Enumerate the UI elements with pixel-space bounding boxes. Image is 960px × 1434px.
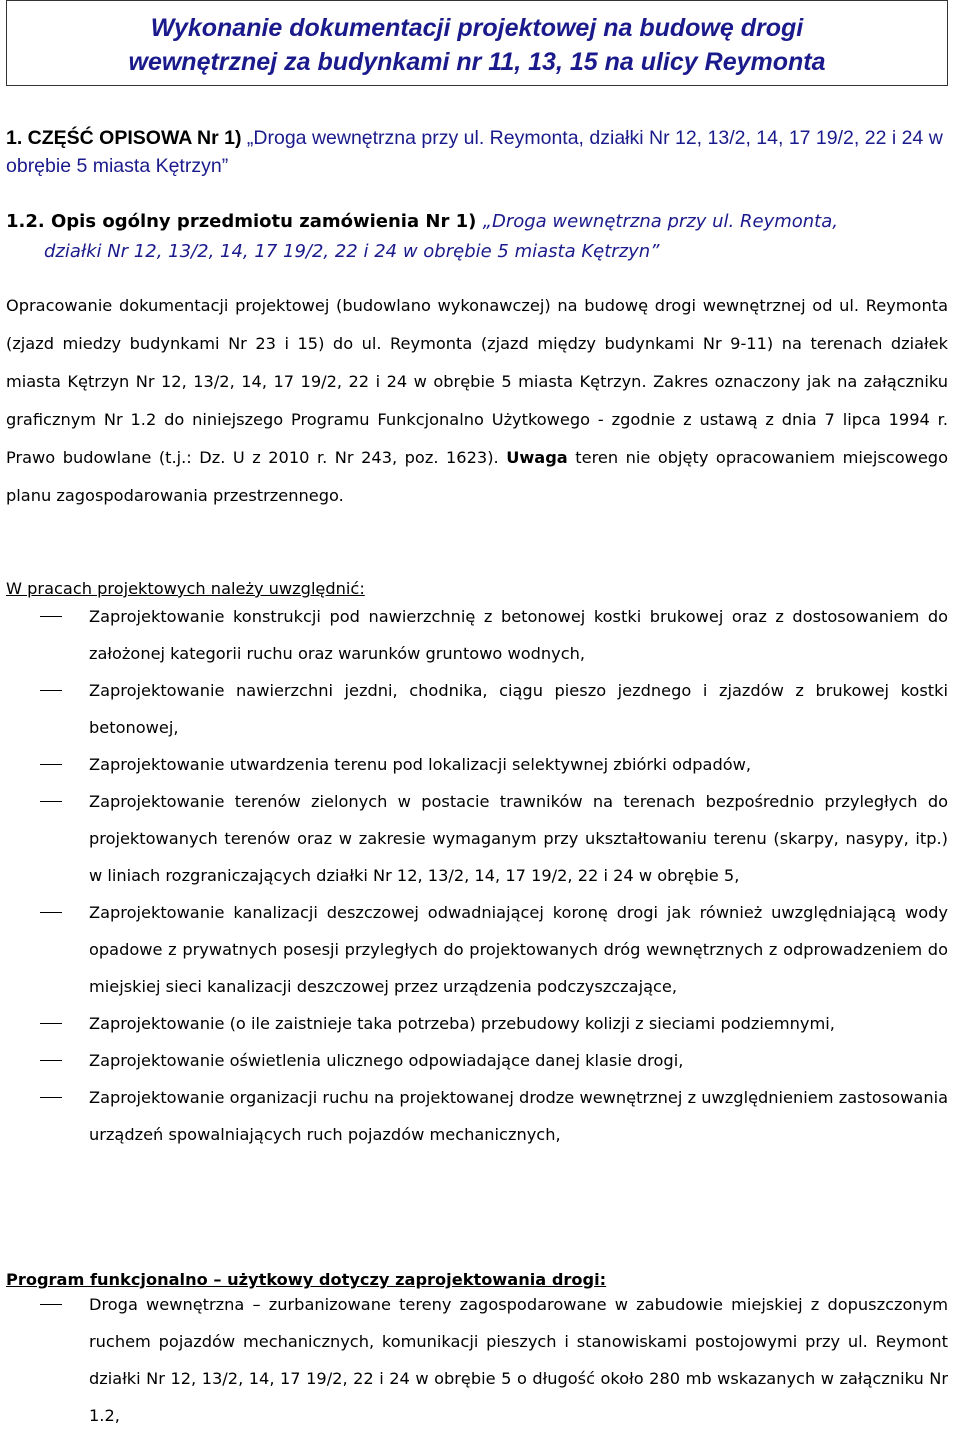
uwaga-label: Uwaga bbox=[506, 448, 568, 467]
section-1-2-number: 1.2. Opis ogólny przedmiotu zamówienia Nr 1) bbox=[6, 211, 477, 232]
title-box bbox=[6, 0, 948, 86]
section-1-number: 1. CZĘŚĆ OPISOWA Nr 1) bbox=[6, 127, 242, 149]
requirements-heading bbox=[6, 578, 950, 600]
dash-bullet-icon bbox=[40, 912, 62, 913]
requirements-list bbox=[6, 598, 948, 1153]
list-item bbox=[6, 672, 948, 746]
section-1-2-title-part1: „Droga wewnętrzna przy ul. Reymonta, bbox=[482, 211, 838, 232]
list-item-text: Zaprojektowanie kanalizacji deszczowej odwadniającej koronę drogi jak również uwzględniającą wody opadowe z prywatnych posesji przyległych do projektowanych dróg wewnętrznych z odprowadzeniem do miejskiej sieci kanalizacji deszczowej przez urządzenia podczyszczające, bbox=[89, 903, 948, 996]
list-item bbox=[6, 598, 948, 672]
dash-bullet-icon bbox=[40, 1304, 62, 1305]
dash-bullet-icon bbox=[40, 1097, 62, 1098]
list-item bbox=[6, 1286, 948, 1434]
section-1-2-heading bbox=[6, 207, 950, 267]
section-1-title: „Droga wewnętrzna przy ul. Reymonta, działki Nr 12, 13/2, 14, 17 19/2, 22 i 24 w obrębie 5 miasta Kętrzyn” bbox=[6, 127, 943, 177]
list-item-text: Zaprojektowanie (o ile zaistnieje taka potrzeba) przebudowy kolizji z sieciami podziemnymi, bbox=[89, 1014, 835, 1033]
list-item-text: Zaprojektowanie oświetlenia ulicznego odpowiadające danej klasie drogi, bbox=[89, 1051, 684, 1070]
dash-bullet-icon bbox=[40, 801, 62, 802]
requirements-heading-text: W pracach projektowych należy uwzględnić: bbox=[6, 579, 365, 598]
description-paragraph bbox=[6, 287, 948, 515]
list-item-text: Droga wewnętrzna – zurbanizowane tereny zagospodarowane w zabudowie miejskiej z dopuszczonym ruchem pojazdów mechanicznych, komunikacji pieszych i stanowiskami postojowymi przy ul. Reymont działki Nr 12, 13/2, 14, 17 19/2, 22 i 24 w obrębie 5 o długość około 280 mb wskazanych w załączniku Nr 1.2, bbox=[89, 1295, 948, 1425]
program-list bbox=[6, 1286, 948, 1434]
list-item bbox=[6, 1005, 948, 1042]
section-1-2-title-part2: działki Nr 12, 13/2, 14, 17 19/2, 22 i 24 w obrębie 5 miasta Kętrzyn” bbox=[44, 241, 660, 262]
dash-bullet-icon bbox=[40, 616, 62, 617]
section-1-heading bbox=[6, 124, 950, 180]
list-item bbox=[6, 894, 948, 1005]
program-heading-text: Program funkcjonalno – użytkowy dotyczy zaprojektowania drogi: bbox=[6, 1270, 607, 1289]
list-item-text: Zaprojektowanie organizacji ruchu na projektowanej drodze wewnętrznej z uwzględnieniem zastosowania urządzeń spowalniających ruch pojazdów mechanicznych, bbox=[89, 1088, 948, 1144]
list-item-text: Zaprojektowanie nawierzchni jezdni, chodnika, ciągu pieszo jezdnego i zjazdów z brukowej kostki betonowej, bbox=[89, 681, 948, 737]
list-item bbox=[6, 1079, 948, 1153]
dash-bullet-icon bbox=[40, 764, 62, 765]
uwaga-text: teren nie objęty opracowaniem miejscowego planu zagospodarowania przestrzennego. bbox=[6, 448, 948, 505]
document-title-line1: Wykonanie dokumentacji projektowej na budowę drogi bbox=[150, 14, 804, 42]
list-item bbox=[6, 746, 948, 783]
list-item-text: Zaprojektowanie utwardzenia terenu pod lokalizacji selektywnej zbiórki odpadów, bbox=[89, 755, 752, 774]
dash-bullet-icon bbox=[40, 1023, 62, 1024]
document-page bbox=[6, 0, 950, 1425]
description-text: Opracowanie dokumentacji projektowej (budowlano wykonawczej) na budowę drogi wewnętrznej od ul. Reymonta (zjazd miedzy budynkami Nr 23 i 15) do ul. Reymonta (zjazd między budynkami Nr 9-11) na terenach działek miasta Kętrzyn Nr 12, 13/2, 14, 17 19/2, 22 i 24 w obrębie 5 miasta Kętrzyn. Zakres oznaczony jak na załączniku graficznym Nr 1.2 do niniejszego Programu Funkcjonalno Użytkowego - zgodnie z ustawą z dnia 7 lipca 1994 r. Prawo budowlane (t.j.: Dz. U z 2010 r. Nr 243, poz. 1623). bbox=[6, 296, 948, 467]
list-item bbox=[6, 783, 948, 894]
dash-bullet-icon bbox=[40, 690, 62, 691]
list-item-text: Zaprojektowanie terenów zielonych w postacie trawników na terenach bezpośrednio przyległych do projektowanych terenów oraz w zakresie wymaganym przy ukształtowaniu terenu (skarpy, nasypy, itp.) w liniach rozgraniczających działki Nr 12, 13/2, 14, 17 19/2, 22 i 24 w obrębie 5, bbox=[89, 792, 948, 885]
list-item bbox=[6, 1042, 948, 1079]
document-title-line2: wewnętrznej za budynkami nr 11, 13, 15 na ulicy Reymonta bbox=[128, 48, 826, 76]
list-item-text: Zaprojektowanie konstrukcji pod nawierzchnię z betonowej kostki brukowej oraz z dostosowaniem do założonej kategorii ruchu oraz warunków gruntowo wodnych, bbox=[89, 607, 948, 663]
dash-bullet-icon bbox=[40, 1060, 62, 1061]
